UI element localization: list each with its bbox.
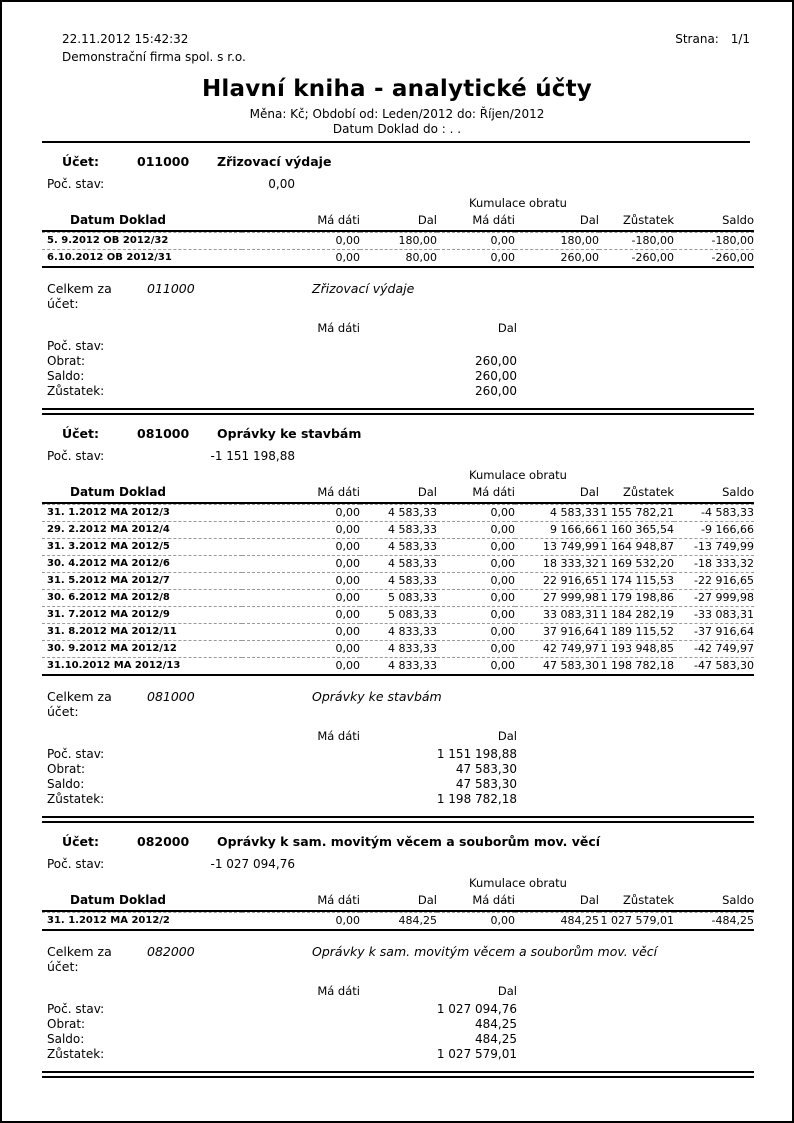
summary-turnover-debit: [242, 1017, 360, 1032]
amount-cell: -4 583,33: [674, 504, 754, 522]
summary-opening-debit: [242, 339, 360, 354]
summary-header-debit: Má dáti: [317, 984, 360, 998]
summary-spacer: [42, 984, 242, 1002]
amount-cell: 0,00: [242, 522, 360, 539]
amount-cell: -484,25: [674, 912, 754, 931]
table-row: [42, 556, 754, 573]
summary-turnover-credit: 47 583,30: [455, 762, 517, 776]
doc-date-cell: 30. 6.2012 MA 2012/8: [42, 590, 242, 607]
amount-cell: 0,00: [242, 590, 360, 607]
table-row: [42, 573, 754, 590]
amount-cell: -47 583,30: [674, 658, 754, 676]
summary-saldo-label: Saldo:: [47, 369, 85, 383]
summary-balance-label: Zůstatek:: [47, 1047, 105, 1061]
column-header-cum-credit: Dal: [515, 484, 599, 504]
section-end-rule: [42, 408, 754, 415]
summary-saldo-debit: [242, 369, 360, 384]
doc-date-cell: 31.10.2012 MA 2012/13: [42, 658, 242, 676]
summary-header-credit: Dal: [497, 321, 517, 335]
column-header-debit: Má dáti: [242, 892, 360, 912]
column-header-date-doc: Datum Doklad: [42, 892, 242, 912]
opening-balance-label: Poč. stav:: [47, 857, 105, 871]
summary-balance-debit: [242, 792, 360, 807]
amount-cell: 27 999,98: [515, 590, 599, 607]
amount-cell: -180,00: [674, 232, 754, 250]
cumulative-turnover-label: Kumulace obratu: [469, 196, 567, 210]
column-header-credit: Dal: [360, 212, 437, 232]
amount-cell: -22 916,65: [674, 573, 754, 590]
amount-cell: 0,00: [437, 624, 515, 641]
summary-opening-label: Poč. stav:: [47, 747, 105, 761]
amount-cell: 0,00: [242, 504, 360, 522]
doc-date-cell: 31. 1.2012 MA 2012/2: [42, 912, 242, 931]
amount-cell: 0,00: [437, 504, 515, 522]
table-row: [42, 912, 754, 931]
transactions-table: [42, 892, 754, 931]
summary-header-debit: Má dáti: [317, 729, 360, 743]
amount-cell: 1 198 782,18: [599, 658, 674, 676]
table-header-row: [42, 892, 754, 912]
amount-cell: 13 749,99: [515, 539, 599, 556]
summary-saldo-label: Saldo:: [47, 777, 85, 791]
amount-cell: 4 583,33: [360, 556, 437, 573]
amount-cell: 0,00: [437, 912, 515, 931]
doc-date-cell: 6.10.2012 OB 2012/31: [42, 250, 242, 268]
summary-opening-label: Poč. stav:: [47, 339, 105, 353]
amount-cell: -260,00: [599, 250, 674, 268]
summary-opening-label: Poč. stav:: [47, 1002, 105, 1016]
amount-cell: 0,00: [242, 539, 360, 556]
opening-balance-value: -1 027 094,76: [210, 857, 295, 871]
cumulative-turnover-label: Kumulace obratu: [469, 468, 567, 482]
summary-saldo-credit: 260,00: [475, 369, 517, 383]
amount-cell: 0,00: [437, 607, 515, 624]
table-row: [42, 522, 754, 539]
account-total-label: Celkem za účet:: [47, 689, 112, 719]
transactions-table: [42, 212, 754, 268]
amount-cell: 1 193 948,85: [599, 641, 674, 658]
account-name: Zřizovací výdaje: [217, 154, 332, 169]
account-total-name: Oprávky k sam. movitým věcem a souborům mov. věcí: [312, 944, 658, 959]
amount-cell: 0,00: [437, 522, 515, 539]
account-total-label: Celkem za účet:: [47, 944, 112, 974]
table-header-row: [42, 484, 754, 504]
summary-balance-debit: [242, 1047, 360, 1062]
account-section: [42, 834, 754, 1078]
amount-cell: 18 333,32: [515, 556, 599, 573]
account-label: Účet:: [62, 426, 100, 441]
amount-cell: 0,00: [242, 573, 360, 590]
report-meta-row: [62, 32, 750, 46]
page-indicator: [667, 32, 750, 46]
amount-cell: 1 164 948,87: [599, 539, 674, 556]
doc-date-cell: 31. 1.2012 MA 2012/3: [42, 504, 242, 522]
account-total-number: 011000: [147, 281, 195, 296]
amount-cell: -37 916,64: [674, 624, 754, 641]
accounts-container: [2, 154, 792, 1078]
amount-cell: 1 189 115,52: [599, 624, 674, 641]
amount-cell: 0,00: [437, 556, 515, 573]
amount-cell: -180,00: [599, 232, 674, 250]
opening-balance-row: [42, 857, 750, 871]
amount-cell: 47 583,30: [515, 658, 599, 676]
column-header-cum-credit: Dal: [515, 212, 599, 232]
report-subtitle: Měna: Kč; Období od: Leden/2012 do: Říjen/2012: [249, 107, 545, 121]
section-end-rule: [42, 816, 754, 823]
amount-cell: 5 083,33: [360, 590, 437, 607]
account-section: [42, 154, 754, 415]
amount-cell: -260,00: [674, 250, 754, 268]
report-title: Hlavní kniha - analytické účty: [201, 76, 592, 102]
account-total-row: [42, 281, 750, 311]
summary-opening-credit: 1 027 094,76: [436, 1002, 517, 1016]
summary-turnover-debit: [242, 762, 360, 777]
amount-cell: 1 179 198,86: [599, 590, 674, 607]
amount-cell: 0,00: [242, 232, 360, 250]
amount-cell: 4 583,33: [360, 573, 437, 590]
amount-cell: 4 583,33: [360, 522, 437, 539]
account-summary-grid: [42, 984, 750, 1062]
table-row: [42, 624, 754, 641]
opening-balance-label: Poč. stav:: [47, 177, 105, 191]
cumulative-turnover-label: Kumulace obratu: [469, 876, 567, 890]
summary-opening-credit: 1 151 198,88: [436, 747, 517, 761]
amount-cell: 180,00: [360, 232, 437, 250]
column-header-credit: Dal: [360, 892, 437, 912]
amount-cell: 0,00: [242, 624, 360, 641]
amount-cell: 0,00: [437, 641, 515, 658]
summary-balance-label: Zůstatek:: [47, 384, 105, 398]
account-summary-grid: [42, 729, 750, 807]
column-header-saldo: Saldo: [674, 212, 754, 232]
amount-cell: 0,00: [242, 912, 360, 931]
amount-cell: 4 583,33: [360, 504, 437, 522]
doc-date-cell: 30. 4.2012 MA 2012/6: [42, 556, 242, 573]
doc-date-cell: 5. 9.2012 OB 2012/32: [42, 232, 242, 250]
table-row: [42, 539, 754, 556]
amount-cell: 4 833,33: [360, 624, 437, 641]
account-number: 011000: [137, 154, 190, 169]
company-name: Demonstrační firma spol. s r.o.: [62, 50, 246, 64]
account-summary-grid: [42, 321, 750, 399]
amount-cell: 1 184 282,19: [599, 607, 674, 624]
summary-turnover-credit: 260,00: [475, 354, 517, 368]
amount-cell: -18 333,32: [674, 556, 754, 573]
amount-cell: 0,00: [242, 250, 360, 268]
transactions-table: [42, 484, 754, 676]
amount-cell: 1 155 782,21: [599, 504, 674, 522]
amount-cell: -13 749,99: [674, 539, 754, 556]
amount-cell: 4 583,33: [515, 504, 599, 522]
column-header-cum-debit: Má dáti: [437, 212, 515, 232]
column-header-balance: Zůstatek: [599, 212, 674, 232]
summary-opening-debit: [242, 747, 360, 762]
amount-cell: 180,00: [515, 232, 599, 250]
amount-cell: 4 583,33: [360, 539, 437, 556]
column-header-saldo: Saldo: [674, 892, 754, 912]
amount-cell: 22 916,65: [515, 573, 599, 590]
summary-turnover-credit: 484,25: [475, 1017, 517, 1031]
summary-opening-debit: [242, 1002, 360, 1017]
account-total-label: Celkem za účet:: [47, 281, 112, 311]
amount-cell: 0,00: [437, 539, 515, 556]
table-row: [42, 658, 754, 676]
doc-date-filter: Datum Doklad do : . .: [332, 122, 462, 136]
column-header-balance: Zůstatek: [599, 892, 674, 912]
amount-cell: 0,00: [437, 232, 515, 250]
opening-balance-value: -1 151 198,88: [210, 449, 295, 463]
amount-cell: -27 999,98: [674, 590, 754, 607]
summary-balance-credit: 260,00: [475, 384, 517, 398]
column-header-credit: Dal: [360, 484, 437, 504]
amount-cell: 260,00: [515, 250, 599, 268]
account-header: [42, 426, 750, 441]
summary-balance-label: Zůstatek:: [47, 792, 105, 806]
amount-cell: 0,00: [242, 641, 360, 658]
doc-date-cell: 29. 2.2012 MA 2012/4: [42, 522, 242, 539]
amount-cell: 1 027 579,01: [599, 912, 674, 931]
column-header-cum-debit: Má dáti: [437, 484, 515, 504]
amount-cell: 0,00: [242, 658, 360, 676]
account-total-name: Zřizovací výdaje: [312, 281, 415, 296]
amount-cell: -9 166,66: [674, 522, 754, 539]
doc-date-cell: 31. 3.2012 MA 2012/5: [42, 539, 242, 556]
amount-cell: 9 166,66: [515, 522, 599, 539]
report-datetime: 22.11.2012 15:42:32: [62, 32, 189, 46]
amount-cell: 484,25: [515, 912, 599, 931]
doc-date-cell: 31. 7.2012 MA 2012/9: [42, 607, 242, 624]
amount-cell: 1 174 115,53: [599, 573, 674, 590]
summary-header-credit: Dal: [497, 729, 517, 743]
amount-cell: 80,00: [360, 250, 437, 268]
summary-header-debit: Má dáti: [317, 321, 360, 335]
summary-saldo-debit: [242, 777, 360, 792]
amount-cell: 0,00: [242, 607, 360, 624]
column-header-saldo: Saldo: [674, 484, 754, 504]
amount-cell: 0,00: [242, 556, 360, 573]
column-header-debit: Má dáti: [242, 212, 360, 232]
table-row: [42, 232, 754, 250]
summary-turnover-label: Obrat:: [47, 354, 86, 368]
amount-cell: 42 749,97: [515, 641, 599, 658]
table-row: [42, 607, 754, 624]
account-number: 081000: [137, 426, 190, 441]
summary-saldo-credit: 484,25: [475, 1032, 517, 1046]
doc-date-cell: 30. 9.2012 MA 2012/12: [42, 641, 242, 658]
amount-cell: 5 083,33: [360, 607, 437, 624]
section-end-rule: [42, 1071, 754, 1078]
account-name: Oprávky k sam. movitým věcem a souborům mov. věcí: [217, 834, 601, 849]
account-label: Účet:: [62, 154, 100, 169]
doc-date-cell: 31. 5.2012 MA 2012/7: [42, 573, 242, 590]
page-number: 1/1: [730, 32, 750, 46]
doc-date-cell: 31. 8.2012 MA 2012/11: [42, 624, 242, 641]
summary-spacer: [42, 321, 242, 339]
summary-turnover-label: Obrat:: [47, 762, 86, 776]
column-header-cum-debit: Má dáti: [437, 892, 515, 912]
amount-cell: 0,00: [437, 573, 515, 590]
summary-balance-credit: 1 198 782,18: [436, 792, 517, 806]
account-section: [42, 426, 754, 823]
amount-cell: 0,00: [437, 250, 515, 268]
table-row: [42, 250, 754, 268]
summary-balance-debit: [242, 384, 360, 399]
summary-balance-credit: 1 027 579,01: [436, 1047, 517, 1061]
amount-cell: 37 916,64: [515, 624, 599, 641]
account-total-number: 081000: [147, 689, 195, 704]
summary-spacer: [42, 729, 242, 747]
table-row: [42, 641, 754, 658]
account-name: Oprávky ke stavbám: [217, 426, 362, 441]
table-row: [42, 590, 754, 607]
amount-cell: -42 749,97: [674, 641, 754, 658]
opening-balance-label: Poč. stav:: [47, 449, 105, 463]
account-header: [42, 154, 750, 169]
amount-cell: -33 083,31: [674, 607, 754, 624]
account-label: Účet:: [62, 834, 100, 849]
summary-opening-credit: [360, 339, 517, 354]
page-label: Strana:: [675, 32, 719, 46]
column-header-date-doc: Datum Doklad: [42, 484, 242, 504]
summary-saldo-label: Saldo:: [47, 1032, 85, 1046]
amount-cell: 0,00: [437, 590, 515, 607]
amount-cell: 4 833,33: [360, 658, 437, 676]
summary-header-credit: Dal: [497, 984, 517, 998]
column-header-cum-credit: Dal: [515, 892, 599, 912]
amount-cell: 33 083,31: [515, 607, 599, 624]
horizontal-rule: [42, 141, 750, 143]
summary-saldo-credit: 47 583,30: [455, 777, 517, 791]
account-total-row: [42, 944, 750, 974]
account-total-number: 082000: [147, 944, 195, 959]
account-total-row: [42, 689, 750, 719]
summary-turnover-debit: [242, 354, 360, 369]
account-header: [42, 834, 750, 849]
opening-balance-row: [42, 177, 750, 191]
table-header-row: [42, 212, 754, 232]
opening-balance-row: [42, 449, 750, 463]
column-header-date-doc: Datum Doklad: [42, 212, 242, 232]
amount-cell: 484,25: [360, 912, 437, 931]
amount-cell: 4 833,33: [360, 641, 437, 658]
column-header-balance: Zůstatek: [599, 484, 674, 504]
table-row: [42, 504, 754, 522]
account-number: 082000: [137, 834, 190, 849]
account-total-name: Oprávky ke stavbám: [312, 689, 442, 704]
opening-balance-value: 0,00: [268, 177, 295, 191]
column-header-debit: Má dáti: [242, 484, 360, 504]
amount-cell: 1 169 532,20: [599, 556, 674, 573]
amount-cell: 0,00: [437, 658, 515, 676]
summary-saldo-debit: [242, 1032, 360, 1047]
amount-cell: 1 160 365,54: [599, 522, 674, 539]
summary-turnover-label: Obrat:: [47, 1017, 86, 1031]
